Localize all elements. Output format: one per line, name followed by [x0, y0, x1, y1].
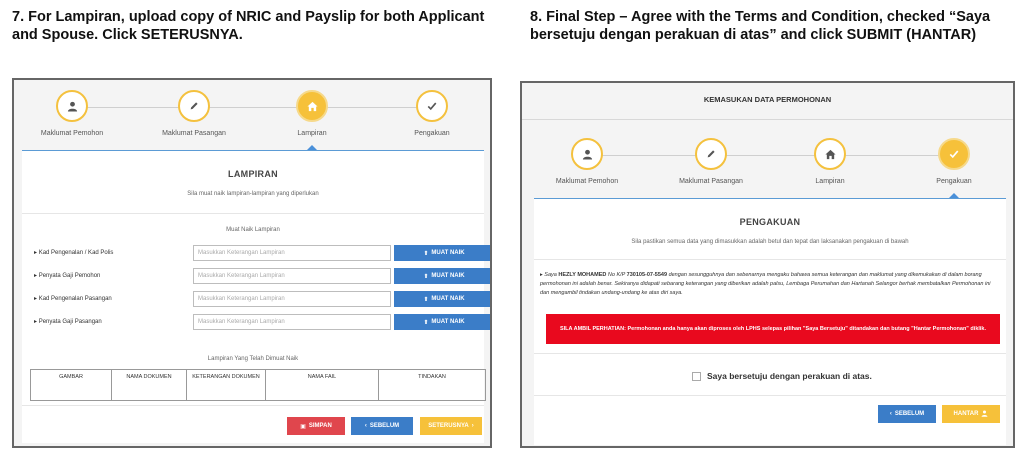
- attachment-description-input[interactable]: Masukkan Keterangan Lampiran: [193, 291, 391, 307]
- section-label: Muat Naik Lampiran: [226, 227, 280, 233]
- step-label: Lampiran: [297, 130, 327, 137]
- user-icon: [571, 138, 603, 170]
- panel-subtitle: Sila pastikan semua data yang dimasukkan adalah betul dan tepat dan laksanakan pengakuan di bawah: [631, 239, 909, 245]
- lampiran-panel: [22, 150, 484, 443]
- instruction-heading-right: 8. Final Step – Agree with the Terms and Condition, checked “Saya bersetuju dengan perakuan di atas” and click SUBMIT (HANTAR): [530, 9, 991, 43]
- agree-checkbox[interactable]: [692, 372, 701, 381]
- agree-label: Saya bersetuju dengan perakuan di atas.: [707, 371, 872, 381]
- column-header: GAMBAR: [31, 370, 112, 401]
- pengakuan-screenshot: [520, 81, 1015, 448]
- attachment-description-input[interactable]: Masukkan Keterangan Lampiran: [193, 314, 391, 330]
- pencil-icon: [695, 138, 727, 170]
- next-button[interactable]: SETERUSNYA ›: [420, 417, 482, 435]
- attachment-row: [34, 314, 492, 330]
- step-label: Maklumat Pemohon: [555, 178, 619, 185]
- step-pengakuan[interactable]: [894, 138, 1014, 185]
- upload-button[interactable]: ⬆ MUAT NAIK: [394, 314, 492, 330]
- progress-stepper: [522, 138, 1013, 200]
- attachment-description-input[interactable]: Masukkan Keterangan Lampiran: [193, 245, 391, 261]
- step-maklumat-pemohon[interactable]: [527, 138, 647, 185]
- step-label: Pengakuan: [414, 130, 450, 137]
- table-header-row: [31, 370, 486, 401]
- chevron-left-icon: ‹: [364, 423, 367, 429]
- column-header: NAMA FAIL: [266, 370, 379, 401]
- upload-button[interactable]: ⬆ MUAT NAIK: [394, 245, 492, 261]
- home-icon: [296, 90, 328, 122]
- save-button[interactable]: ▣ SIMPAN: [287, 417, 345, 435]
- chevron-left-icon: ‹: [889, 411, 892, 417]
- declaration-text: ▸ Saya HEZLY MOHAMED No K/P 730105-07-5549 dengan sesungguhnya dan sebenarnya mengaku bahawa semua keterangan dan maklumat yang dikemukakan di dalam borang permohonan ini adalah benar. Sekiranya didapati sebarang keterangan yang diberikan adalah palsu, Lembaga Perumahan dan Hartanah Selangor berhak membatalkan Permohonan ini dan mengambil tindakan undang-undang ke atas diri saya.: [540, 272, 991, 296]
- instruction-heading-left: 7. For Lampiran, upload copy of NRIC and Payslip for both Applicant and Spouse. Click SETERUSNYA.: [12, 9, 485, 43]
- attention-alert: SILA AMBIL PERHATIAN: Permohonan anda hanya akan diproses oleh LPHS selepas pilihan "Saya Bersetuju" ditandakan dan butang "Hantar Permohonan" diklik.: [546, 314, 1000, 344]
- uploaded-label: Lampiran Yang Telah Dimuat Naik: [207, 356, 299, 362]
- upload-icon: ⬆: [423, 296, 429, 303]
- step-label: Maklumat Pasangan: [679, 178, 743, 185]
- panel-title: LAMPIRAN: [228, 169, 278, 179]
- column-header: NAMA DOKUMEN: [112, 370, 187, 401]
- attachment-label: ▸ Penyata Gaji Pasangan: [34, 319, 102, 325]
- save-icon: ▣: [300, 423, 306, 430]
- step-maklumat-pasangan[interactable]: [134, 90, 254, 137]
- step-lampiran[interactable]: [252, 90, 372, 137]
- step-label: Maklumat Pemohon: [40, 130, 104, 137]
- upload-icon: ⬆: [423, 250, 429, 257]
- back-button[interactable]: ‹ SEBELUM: [351, 417, 413, 435]
- agree-checkbox-row[interactable]: [692, 371, 872, 381]
- check-icon: [938, 138, 970, 170]
- panel-subtitle: Sila muat naik lampiran-lampiran yang diperlukan: [187, 191, 319, 197]
- attachment-row: [34, 291, 492, 307]
- check-icon: [416, 90, 448, 122]
- panel-title: PENGAKUAN: [739, 217, 801, 227]
- chevron-right-icon: ›: [471, 423, 474, 429]
- user-icon: [56, 90, 88, 122]
- step-label: Lampiran: [815, 178, 845, 185]
- uploaded-table: [30, 369, 486, 401]
- upload-button[interactable]: ⬆ MUAT NAIK: [394, 291, 492, 307]
- attachment-label: ▸ Kad Pengenalan / Kad Polis: [34, 250, 114, 256]
- step-label: Pengakuan: [936, 178, 972, 185]
- submit-button[interactable]: HANTAR: [942, 405, 1000, 423]
- lampiran-screenshot: [12, 78, 492, 448]
- upload-button[interactable]: ⬆ MUAT NAIK: [394, 268, 492, 284]
- attachment-label: ▸ Penyata Gaji Pemohon: [34, 273, 101, 279]
- upload-icon: ⬆: [423, 319, 429, 326]
- user-icon: [981, 410, 988, 419]
- attachment-description-input[interactable]: Masukkan Keterangan Lampiran: [193, 268, 391, 284]
- back-button[interactable]: ‹ SEBELUM: [878, 405, 936, 423]
- column-header: TINDAKAN: [379, 370, 486, 401]
- column-header: KETERANGAN DOKUMEN: [187, 370, 266, 401]
- home-icon: [814, 138, 846, 170]
- form-header: KEMASUKAN DATA PERMOHONAN: [703, 95, 832, 104]
- pencil-icon: [178, 90, 210, 122]
- step-pengakuan[interactable]: [372, 90, 492, 137]
- upload-icon: ⬆: [423, 273, 429, 280]
- step-maklumat-pasangan[interactable]: [651, 138, 771, 185]
- attachment-row: [34, 245, 492, 261]
- attachment-label: ▸ Kad Pengenalan Pasangan: [34, 296, 112, 302]
- step-lampiran[interactable]: [770, 138, 890, 185]
- pengakuan-panel: [534, 198, 1006, 445]
- step-label: Maklumat Pasangan: [162, 130, 226, 137]
- attachment-row: [34, 268, 492, 284]
- progress-stepper: [14, 90, 490, 152]
- step-maklumat-pemohon[interactable]: [12, 90, 132, 137]
